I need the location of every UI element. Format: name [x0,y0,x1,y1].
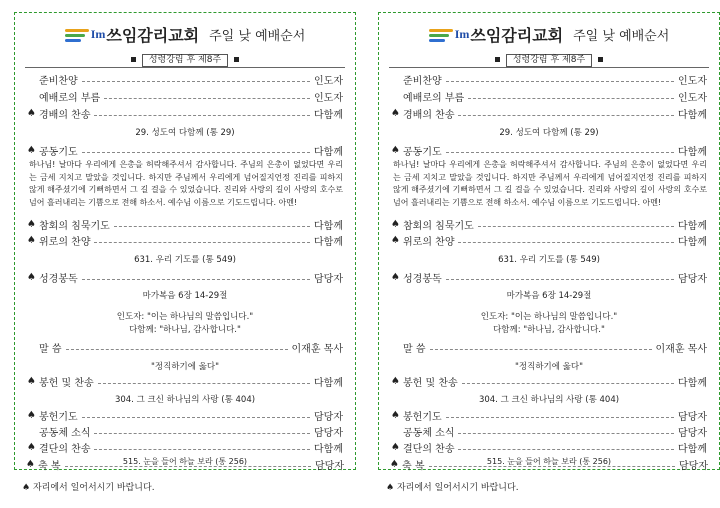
church-logo [65,26,106,44]
footnote-right: ♠ 자리에서 일어서시기 바랍니다. [386,483,519,493]
stand-icon: ♠ [27,271,36,283]
order-item-sermon: 말 씀 이재훈 목사 [39,343,343,355]
church-name: 쓰임감리교회 [470,26,564,45]
stand-icon: ♠ [391,441,400,453]
bulletin-header [379,23,719,51]
stand-icon: ♠ [391,234,400,246]
stand-icon: ♠ [27,375,36,387]
church-logo [429,26,470,44]
footnote-left: ♠ 자리에서 일어서시기 바랍니다. [22,483,155,493]
response-people: 다함께: "하나님, 감사합니다." [129,325,241,335]
order-item-benediction-left: ♠ 축 복 담당자 [26,458,344,472]
header-divider [25,67,345,68]
order-item-silent-prayer: ♠ 참회의 침묵기도 다함께 [27,218,343,232]
order-item-scripture: ♠ 성경봉독 담당자 [391,271,707,285]
closing-hymn-number: 515. 눈을 들어 하늘 보라 (통 256) [122,457,248,466]
stand-icon: ♠ [391,107,400,119]
order-item-confession: ♠ 공동기도 다함께 [391,144,707,158]
sermon-title: "정직하기에 옳다" [151,362,219,372]
church-name: 쓰임감리교회 [106,26,200,45]
spade-icon: ♠ [386,483,395,493]
order-item-hymn-pardon: ♠ 위로의 찬양 다함께 [391,234,707,248]
bulletin-title: 주일 낮 예배순서 [573,29,670,44]
order-item-silent-prayer: ♠ 참회의 침묵기도 다함께 [391,218,707,232]
order-item-offering-prayer: ♠ 봉헌기도 담당자 [27,409,343,423]
confession-prayer-text: 하나님! 날마다 우리에게 은총을 허락해주셔서 감사합니다. 주님의 은총이 없었다면 우리는 금세 지치고 말았을 것입니다. 하지만 주님께서 우리에게 넘어질지언정 진리를 피하지 않게 해주셨기에 기뻐하면서 그 길 걸을 수 있었습니다. 진리와 사랑의 길이 사랑의 호수로 넘어 흘러내리는 기쁨으로 전해 하소서. 예수님 이름으로 기도드립니다. 아멘! [29,160,343,207]
scripture-passage: 마가복음 6장 14-29절 [506,291,592,301]
header-divider [389,67,709,68]
scripture-passage: 마가복음 6장 14-29절 [142,291,228,301]
closing-hymn-number: 515. 눈을 들어 하늘 보라 (통 256) [486,457,612,466]
hymn-praise-number: 29. 성도여 다함께 (통 29) [135,128,235,138]
logo-swoosh-icon [65,26,91,44]
order-item-hymn-praise: ♠ 경배의 찬송 다함께 [27,107,343,121]
order-item-invocation: 예배로의 부름 인도자 [39,92,343,104]
order-item-benediction-right: ♠ 축 복 담당자 [390,458,708,472]
order-item-closing-hymn: ♠ 결단의 찬송 다함께 [27,441,343,455]
order-item-announcements: 공동체 소식 담당자 [39,427,343,439]
week-label: 성령강림 후 제8주 [379,54,719,67]
order-item-hymn-pardon: ♠ 위로의 찬양 다함께 [27,234,343,248]
stand-icon: ♠ [391,271,400,283]
order-item-invocation: 예배로의 부름 인도자 [403,92,707,104]
order-item-confession: ♠ 공동기도 다함께 [27,144,343,158]
order-item-sermon: 말 씀 이재훈 목사 [403,343,707,355]
offering-hymn-number: 304. 그 크신 하나님의 사랑 (통 404) [114,395,256,405]
stand-icon: ♠ [27,409,36,421]
spade-icon: ♠ [22,483,31,493]
order-item-announcements: 공동체 소식 담당자 [403,427,707,439]
response-leader: 인도자: "이는 하나님의 말씀입니다." [480,312,618,322]
offering-hymn-number: 304. 그 크신 하나님의 사랑 (통 404) [478,395,620,405]
bulletin-panel-right [378,12,720,470]
logo-swoosh-icon [429,26,455,44]
stand-icon: ♠ [391,375,400,387]
order-item-call: 준비찬양 인도자 [403,75,707,87]
confession-prayer-text: 하나님! 날마다 우리에게 은총을 허락해주셔서 감사합니다. 주님의 은총이 없었다면 우리는 금세 지치고 말았을 것입니다. 하지만 주님께서 우리에게 넘어질지언정 진리를 피하지 않게 해주셨기에 기뻐하면서 그 길 걸을 수 있었습니다. 진리와 사랑의 길이 사랑의 호수로 넘어 흘러내리는 기쁨으로 전해 하소서. 예수님 이름으로 기도드립니다. 아멘! [393,160,707,207]
order-item-hymn-praise: ♠ 경배의 찬송 다함께 [391,107,707,121]
order-item-offering: ♠ 봉헌 및 찬송 다함께 [391,375,707,389]
stand-icon: ♠ [391,218,400,230]
hymn-pardon-number: 631. 우리 기도를 (통 549) [134,255,236,265]
stand-icon: ♠ [27,144,36,156]
bulletin-panel-left [14,12,356,470]
order-item-closing-hymn: ♠ 결단의 찬송 다함께 [391,441,707,455]
week-label: 성령강림 후 제8주 [15,54,355,67]
stand-icon: ♠ [27,234,36,246]
hymn-pardon-number: 631. 우리 기도를 (통 549) [498,255,600,265]
logo-text: Im [90,27,106,41]
order-item-offering: ♠ 봉헌 및 찬송 다함께 [27,375,343,389]
stand-icon: ♠ [391,409,400,421]
order-item-offering-prayer: ♠ 봉헌기도 담당자 [391,409,707,423]
stand-icon: ♠ [26,458,35,470]
response-people: 다함께: "하나님, 감사합니다." [493,325,605,335]
bulletin-header [15,23,355,51]
stand-icon: ♠ [27,107,36,119]
sermon-title: "정직하기에 옳다" [515,362,583,372]
order-item-call: 준비찬양 인도자 [39,75,343,87]
response-leader: 인도자: "이는 하나님의 말씀입니다." [116,312,254,322]
stand-icon: ♠ [27,218,36,230]
stand-icon: ♠ [27,441,36,453]
stand-icon: ♠ [390,458,399,470]
logo-text: Im [454,27,470,41]
hymn-praise-number: 29. 성도여 다함께 (통 29) [499,128,599,138]
bulletin-title: 주일 낮 예배순서 [209,29,306,44]
order-item-scripture: ♠ 성경봉독 담당자 [27,271,343,285]
stand-icon: ♠ [391,144,400,156]
